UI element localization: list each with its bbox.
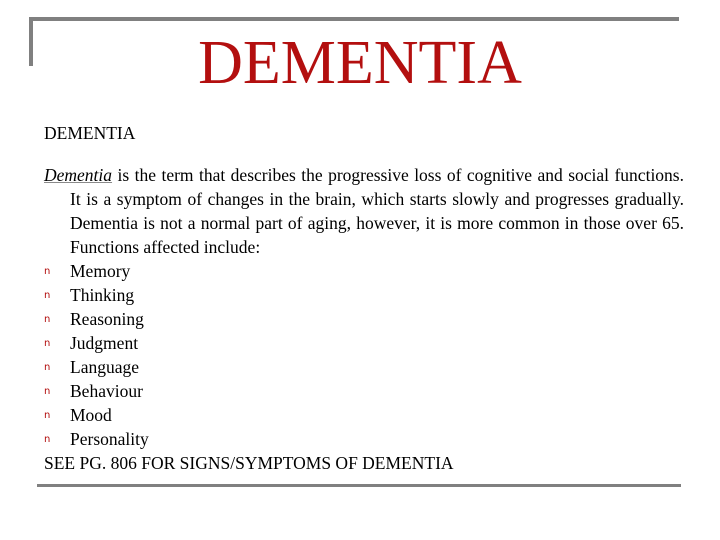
bullet-square-icon: n: [44, 410, 51, 421]
bullet-square-icon: n: [44, 290, 51, 301]
list-item: [44, 307, 684, 331]
list-item: [44, 331, 684, 355]
bullet-square-icon: n: [44, 266, 51, 277]
list-item: [44, 403, 684, 427]
list-item-label: Thinking: [70, 285, 135, 305]
bullet-square-icon: n: [44, 338, 51, 349]
definition-term: Dementia: [44, 165, 113, 185]
list-item-label: Reasoning: [70, 309, 144, 329]
bullet-square-icon: n: [44, 386, 51, 397]
section-heading: DEMENTIA: [44, 123, 136, 143]
functions-list: [44, 259, 684, 451]
bullet-square-icon: n: [44, 362, 51, 373]
list-item: [44, 283, 684, 307]
frame-top-rule: [29, 17, 679, 21]
bullet-square-icon: n: [44, 314, 51, 325]
bullet-square-icon: n: [44, 434, 51, 445]
slide-title: DEMENTIA: [198, 29, 522, 97]
definition-text: is the term that describes the progressive loss of cognitive and social functions. It is a symptom of changes in the brain, which starts slowly and progresses gradually. Dementia is not a normal part of aging, however, it is more common in those over 65. Functions affected include:: [70, 165, 684, 257]
list-item: [44, 379, 684, 403]
list-item-label: Mood: [70, 405, 112, 425]
list-item: [44, 355, 684, 379]
reference-note: SEE PG. 806 FOR SIGNS/SYMPTOMS OF DEMENTIA: [44, 453, 454, 473]
list-item-label: Judgment: [70, 333, 139, 353]
list-item-label: Behaviour: [70, 381, 143, 401]
list-item-label: Language: [70, 357, 139, 377]
list-item: [44, 427, 684, 451]
frame-bottom-rule: [37, 484, 681, 487]
slide-body: [44, 121, 684, 475]
list-item-label: Personality: [70, 429, 149, 449]
list-item-label: Memory: [70, 261, 131, 281]
definition-paragraph: [44, 163, 684, 259]
list-item: [44, 259, 684, 283]
